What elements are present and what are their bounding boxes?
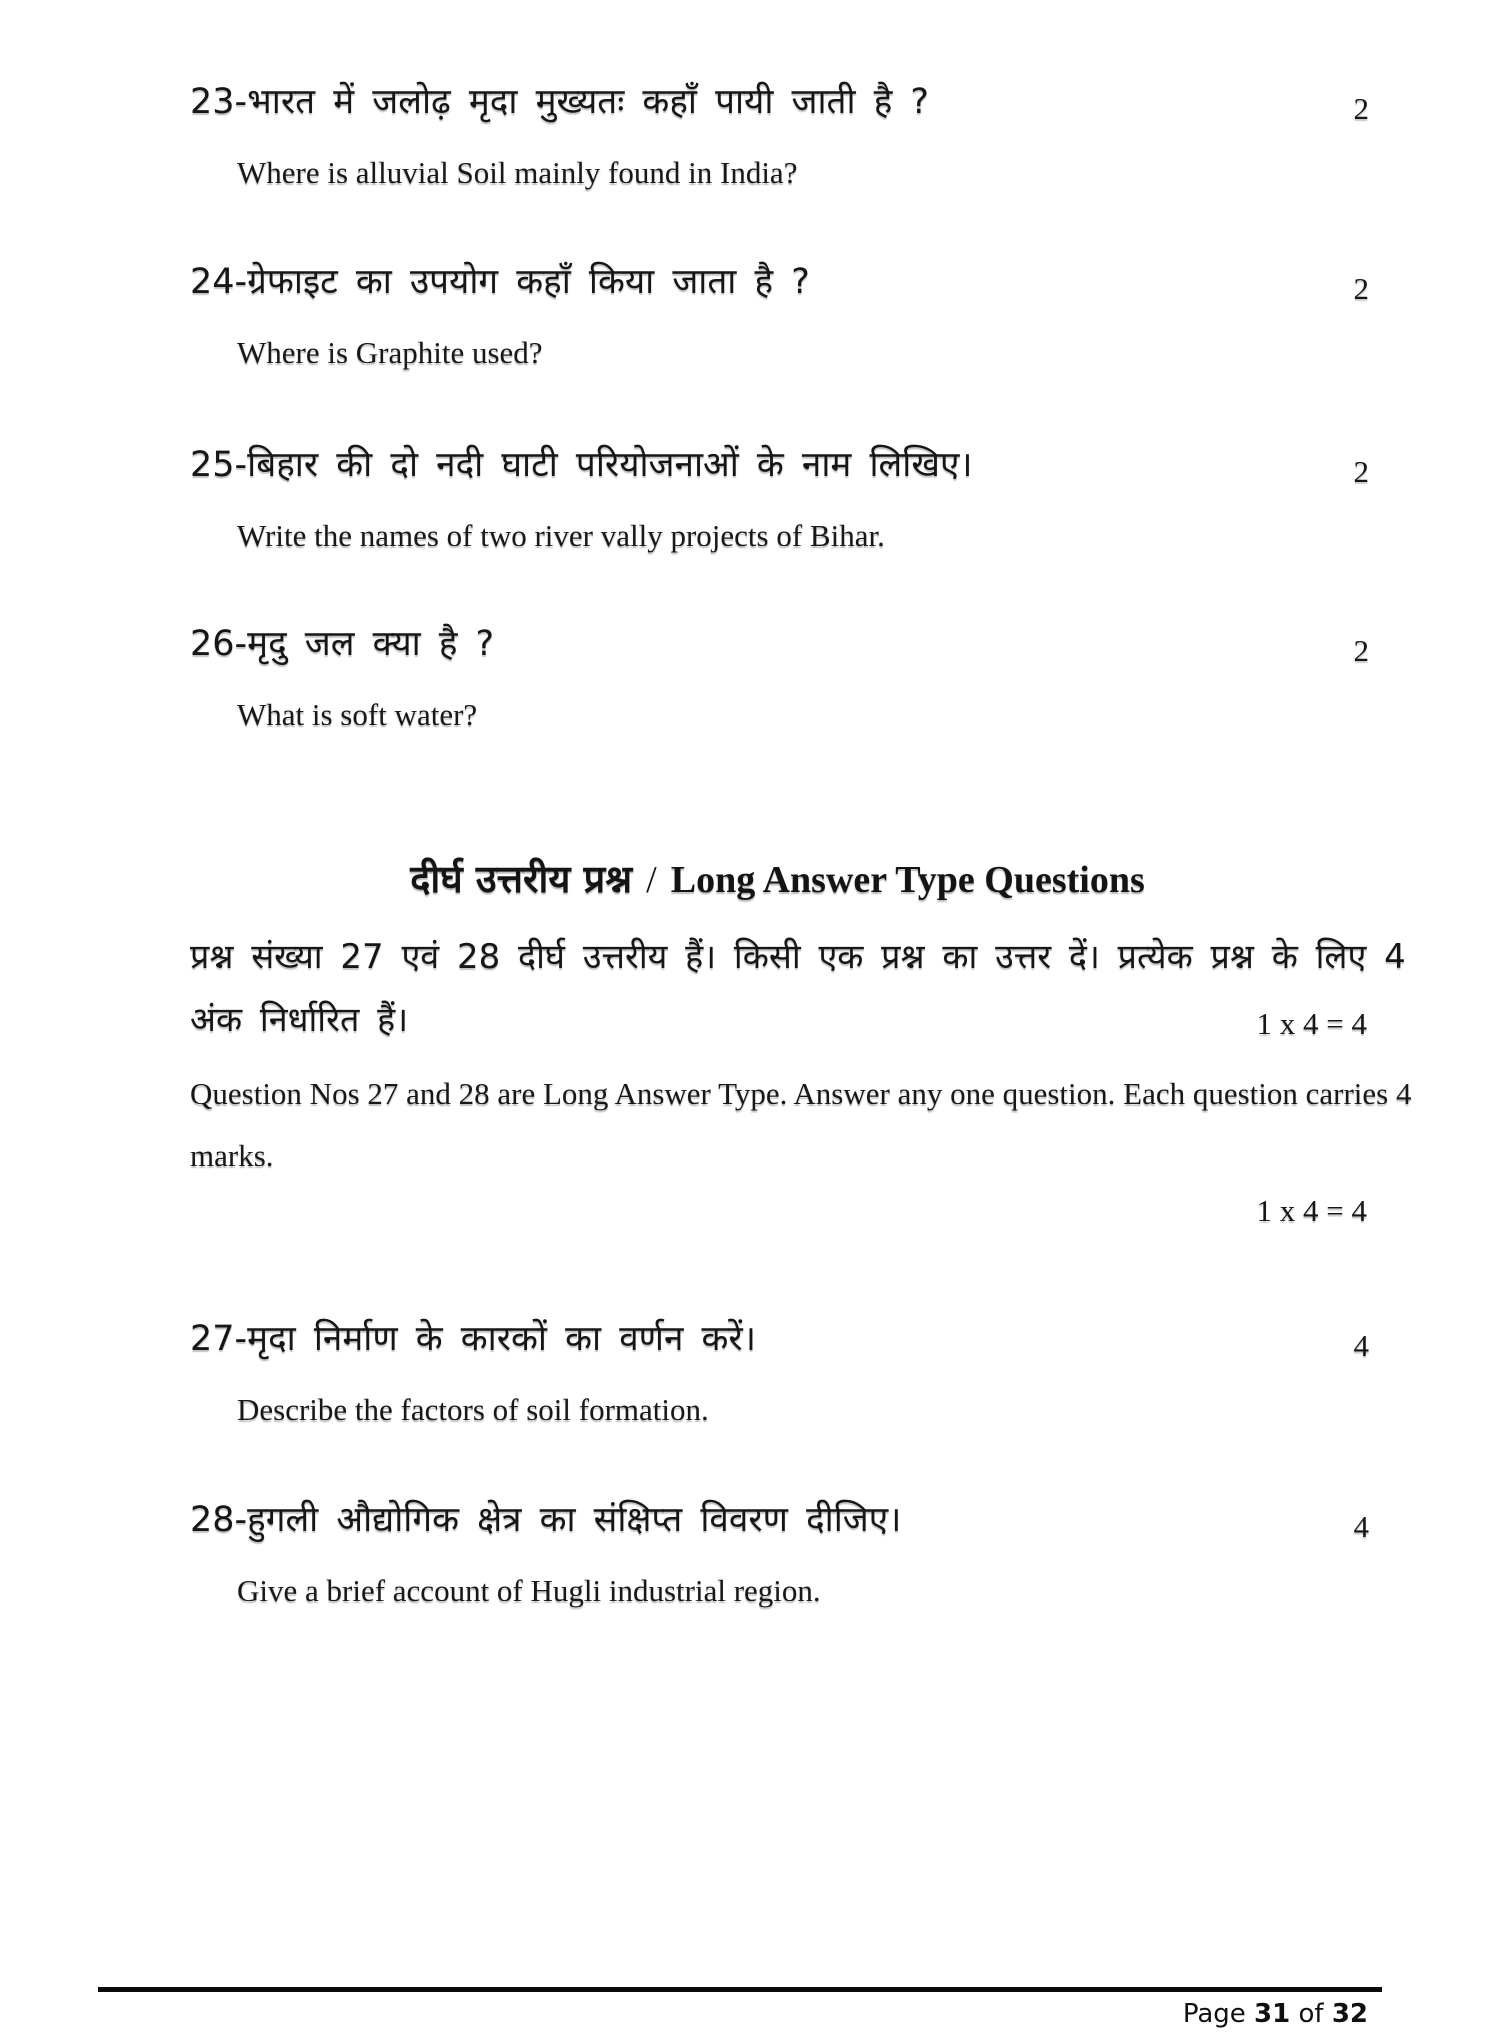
question-23-english: Where is alluvial Soil mainly found in India? — [237, 155, 798, 190]
question-24-marks: 2 — [1353, 271, 1369, 306]
marks-formula-2: 1 x 4 = 4 — [1256, 1193, 1367, 1228]
question-27-marks: 4 — [1353, 1328, 1369, 1363]
footer-of-label: of — [1298, 1999, 1324, 2029]
question-25-marks: 2 — [1353, 454, 1369, 489]
question-23-hindi: 23-भारत में जलोढ़ मृदा मुख्यतः कहाँ पायी जाती है ? — [190, 82, 929, 122]
instruction-hindi-line2: अंक निर्धारित हैं। — [190, 1000, 409, 1040]
footer-page-current: 31 — [1254, 1999, 1291, 2029]
question-26-hindi: 26-मृदु जल क्या है ? — [190, 624, 495, 664]
question-24-english: Where is Graphite used? — [237, 335, 543, 370]
instruction-hindi-line1: प्रश्न संख्या 27 एवं 28 दीर्घ उत्तरीय हैं। किसी एक प्रश्न का उत्तर दें। प्रत्येक प्रश्न के लिए 4 — [190, 937, 1406, 977]
question-27-english: Describe the factors of soil formation. — [237, 1392, 709, 1427]
question-25-hindi: 25-बिहार की दो नदी घाटी परियोजनाओं के नाम लिखिए। — [190, 445, 973, 485]
section-heading-separator: / — [646, 859, 657, 901]
question-28-hindi: 28-हुगली औद्योगिक क्षेत्र का संक्षिप्त विवरण दीजिए। — [190, 1500, 902, 1540]
question-28-english: Give a brief account of Hugli industrial region. — [237, 1573, 821, 1608]
instruction-english-line2: marks. — [190, 1138, 274, 1173]
footer-page-label: Page — [1182, 1999, 1246, 2029]
question-26-marks: 2 — [1353, 633, 1369, 668]
question-27-hindi: 27-मृदा निर्माण के कारकों का वर्णन करें। — [190, 1319, 756, 1359]
footer-divider — [98, 1987, 1382, 1992]
footer-page-number — [1183, 2001, 1368, 2027]
instruction-english-line1: Question Nos 27 and 28 are Long Answer Type. Answer any one question. Each question carries 4 — [190, 1076, 1412, 1111]
footer-page-total: 32 — [1331, 1999, 1368, 2029]
question-26-english: What is soft water? — [237, 697, 478, 732]
section-heading — [190, 857, 1365, 901]
question-24-hindi: 24-ग्रेफाइट का उपयोग कहाँ किया जाता है ? — [190, 262, 810, 302]
question-23-marks: 2 — [1353, 91, 1369, 126]
question-28-marks: 4 — [1353, 1509, 1369, 1544]
section-heading-hindi: दीर्घ उत्तरीय प्रश्न — [410, 857, 633, 901]
section-heading-english: Long Answer Type Questions — [670, 859, 1145, 901]
question-25-english: Write the names of two river vally projects of Bihar. — [237, 518, 885, 553]
marks-formula-1: 1 x 4 = 4 — [1256, 1006, 1367, 1041]
